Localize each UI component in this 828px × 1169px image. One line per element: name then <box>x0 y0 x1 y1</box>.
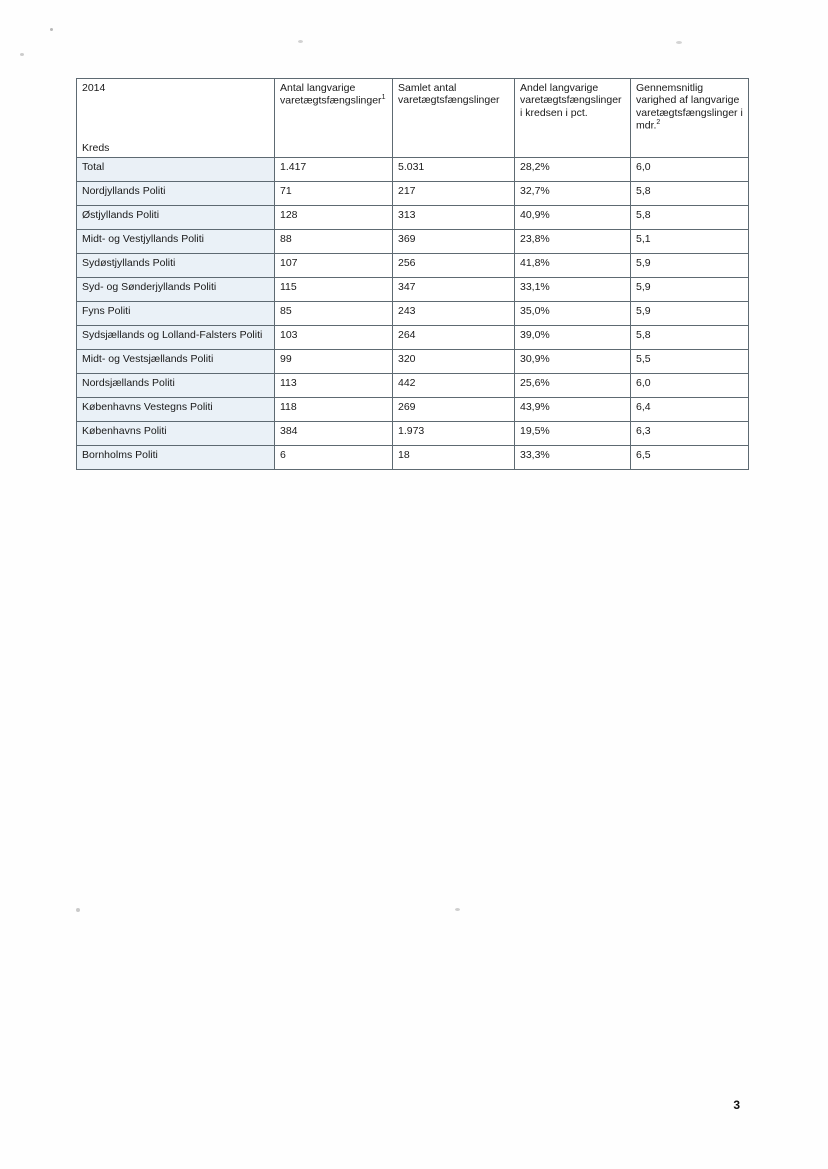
row-value-4: 5,9 <box>631 254 749 278</box>
row-value-4: 5,8 <box>631 182 749 206</box>
header-cell-col-3 <box>515 79 631 158</box>
row-value-4: 5,5 <box>631 350 749 374</box>
header-col-4-label: Gennemsnitlig varighed af langvarige varetægtsfængslinger i mdr. <box>636 82 743 132</box>
table-row <box>77 446 749 470</box>
row-value-1: 1.417 <box>275 158 393 182</box>
row-value-2: 217 <box>393 182 515 206</box>
row-label: Københavns Vestegns Politi <box>77 398 275 422</box>
header-col-2-label: Samlet antal varetægtsfængslinger <box>398 82 500 107</box>
row-label: Nordsjællands Politi <box>77 374 275 398</box>
row-value-4: 6,0 <box>631 158 749 182</box>
table-body <box>77 158 749 470</box>
header-cell-col-1 <box>275 79 393 158</box>
row-value-4: 5,9 <box>631 302 749 326</box>
header-row-label-caption: Kreds <box>82 141 110 154</box>
statistics-table-container <box>76 78 748 470</box>
row-value-4: 5,8 <box>631 326 749 350</box>
row-value-3: 25,6% <box>515 374 631 398</box>
row-value-4: 5,9 <box>631 278 749 302</box>
scan-artifact <box>455 908 460 911</box>
scan-artifact <box>676 41 682 44</box>
table-row <box>77 326 749 350</box>
header-cell-col-4 <box>631 79 749 158</box>
row-label: Fyns Politi <box>77 302 275 326</box>
row-value-2: 347 <box>393 278 515 302</box>
row-value-4: 5,8 <box>631 206 749 230</box>
scan-artifact <box>298 40 303 43</box>
table-row <box>77 422 749 446</box>
row-label: Bornholms Politi <box>77 446 275 470</box>
table-row <box>77 254 749 278</box>
row-value-2: 269 <box>393 398 515 422</box>
page-number: 3 <box>733 1098 740 1112</box>
row-value-2: 18 <box>393 446 515 470</box>
row-value-2: 313 <box>393 206 515 230</box>
row-value-3: 41,8% <box>515 254 631 278</box>
row-value-1: 118 <box>275 398 393 422</box>
row-value-2: 1.973 <box>393 422 515 446</box>
row-label: Total <box>77 158 275 182</box>
row-value-3: 39,0% <box>515 326 631 350</box>
row-label: Midt- og Vestsjællands Politi <box>77 350 275 374</box>
footnote-marker-1: 1 <box>381 94 386 102</box>
row-value-1: 103 <box>275 326 393 350</box>
row-value-1: 115 <box>275 278 393 302</box>
row-value-1: 85 <box>275 302 393 326</box>
row-value-2: 256 <box>393 254 515 278</box>
row-value-3: 33,1% <box>515 278 631 302</box>
scan-artifact <box>50 28 53 31</box>
row-value-1: 88 <box>275 230 393 254</box>
row-value-4: 5,1 <box>631 230 749 254</box>
row-value-2: 369 <box>393 230 515 254</box>
row-value-4: 6,0 <box>631 374 749 398</box>
row-label: Midt- og Vestjyllands Politi <box>77 230 275 254</box>
row-value-3: 40,9% <box>515 206 631 230</box>
row-value-1: 384 <box>275 422 393 446</box>
statistics-table <box>76 78 749 470</box>
row-value-3: 30,9% <box>515 350 631 374</box>
row-value-1: 71 <box>275 182 393 206</box>
row-label: Syd- og Sønderjyllands Politi <box>77 278 275 302</box>
row-value-1: 128 <box>275 206 393 230</box>
row-value-3: 23,8% <box>515 230 631 254</box>
table-row <box>77 302 749 326</box>
row-value-2: 5.031 <box>393 158 515 182</box>
row-label: Sydøstjyllands Politi <box>77 254 275 278</box>
header-cell-col-2 <box>393 79 515 158</box>
row-value-3: 43,9% <box>515 398 631 422</box>
row-value-3: 35,0% <box>515 302 631 326</box>
table-row <box>77 206 749 230</box>
row-value-3: 32,7% <box>515 182 631 206</box>
row-value-1: 6 <box>275 446 393 470</box>
table-row <box>77 230 749 254</box>
row-value-2: 320 <box>393 350 515 374</box>
footnote-marker-2: 2 <box>656 119 661 127</box>
table-row <box>77 350 749 374</box>
header-col-3-label: Andel langvarige varetægtsfængslinger i kredsen i pct. <box>520 82 622 119</box>
table-header-row <box>77 79 749 158</box>
row-value-4: 6,5 <box>631 446 749 470</box>
row-label: Nordjyllands Politi <box>77 182 275 206</box>
row-value-3: 19,5% <box>515 422 631 446</box>
row-value-2: 264 <box>393 326 515 350</box>
scan-artifact <box>20 53 24 56</box>
header-year: 2014 <box>82 82 106 94</box>
row-value-3: 33,3% <box>515 446 631 470</box>
table-header <box>77 79 749 158</box>
row-label: Københavns Politi <box>77 422 275 446</box>
header-cell-year-kreds <box>77 79 275 158</box>
row-label: Sydsjællands og Lolland-Falsters Politi <box>77 326 275 350</box>
header-col-1-label: Antal langvarige varetægtsfængslinger <box>280 82 382 107</box>
row-value-1: 99 <box>275 350 393 374</box>
table-row <box>77 182 749 206</box>
scan-artifact <box>76 908 80 912</box>
table-row <box>77 278 749 302</box>
row-value-1: 113 <box>275 374 393 398</box>
table-row <box>77 374 749 398</box>
table-row <box>77 398 749 422</box>
row-value-4: 6,4 <box>631 398 749 422</box>
row-value-3: 28,2% <box>515 158 631 182</box>
row-value-2: 442 <box>393 374 515 398</box>
row-value-2: 243 <box>393 302 515 326</box>
table-row-total <box>77 158 749 182</box>
row-value-4: 6,3 <box>631 422 749 446</box>
row-label: Østjyllands Politi <box>77 206 275 230</box>
row-value-1: 107 <box>275 254 393 278</box>
